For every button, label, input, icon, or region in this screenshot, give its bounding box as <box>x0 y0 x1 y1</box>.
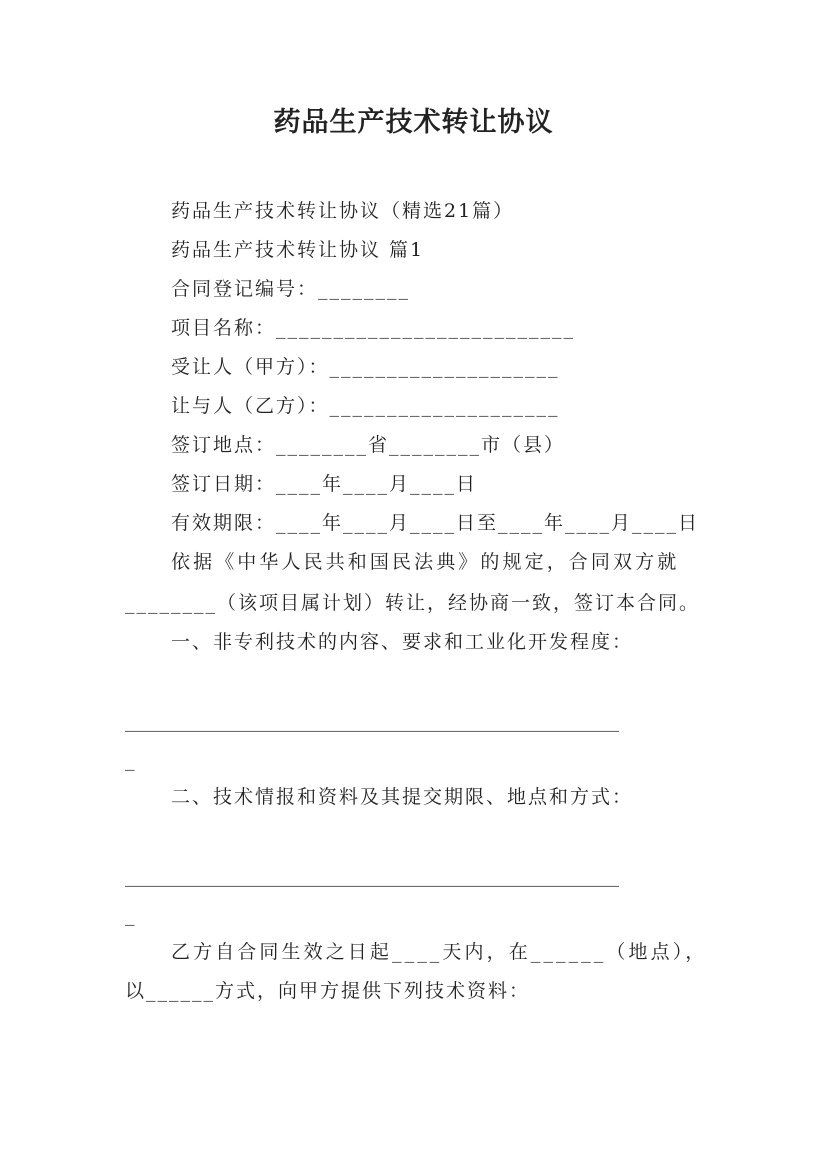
clause-2-heading: 二、技术情报和资料及其提交期限、地点和方式： <box>171 786 634 808</box>
signing-place-field: 签订地点：________省________市（县） <box>171 434 566 456</box>
document-title: 药品生产技术转让协议 <box>273 107 554 138</box>
delivery-clause-line-2: 以______方式，向甲方提供下列技术资料： <box>125 980 531 1002</box>
delivery-clause-line-1: 乙方自合同生效之日起____天内，在______（地点）， <box>171 941 708 963</box>
clause-1-blank-line: ____________________________________________________ <box>125 710 619 732</box>
signing-date-field: 签订日期：____年____月____日 <box>171 473 478 495</box>
party-b-field: 让与人（乙方）：____________________ <box>171 395 560 417</box>
clause-1-heading: 一、非专利技术的内容、要求和工业化开发程度： <box>171 631 634 653</box>
validity-period-field: 有效期限：____年____月____日至____年____月____日 <box>171 512 700 534</box>
clause-1-blank-end: _ <box>125 749 135 771</box>
party-a-field: 受让人（甲方）：____________________ <box>171 356 560 378</box>
subtitle-line: 药品生产技术转让协议（精选21篇） <box>171 200 515 222</box>
clause-2-blank-line: ____________________________________________________ <box>125 865 619 887</box>
project-name-field: 项目名称：__________________________ <box>171 317 576 339</box>
section-heading: 药品生产技术转让协议 篇1 <box>171 239 425 261</box>
clause-2-blank-end: _ <box>125 904 135 926</box>
preamble-line-2: ________（该项目属计划）转让，经协商一致，签订本合同。 <box>125 592 701 614</box>
contract-number-field: 合同登记编号：________ <box>171 278 411 300</box>
preamble-line-1: 依据《中华人民共和国民法典》的规定，合同双方就 <box>171 551 680 573</box>
